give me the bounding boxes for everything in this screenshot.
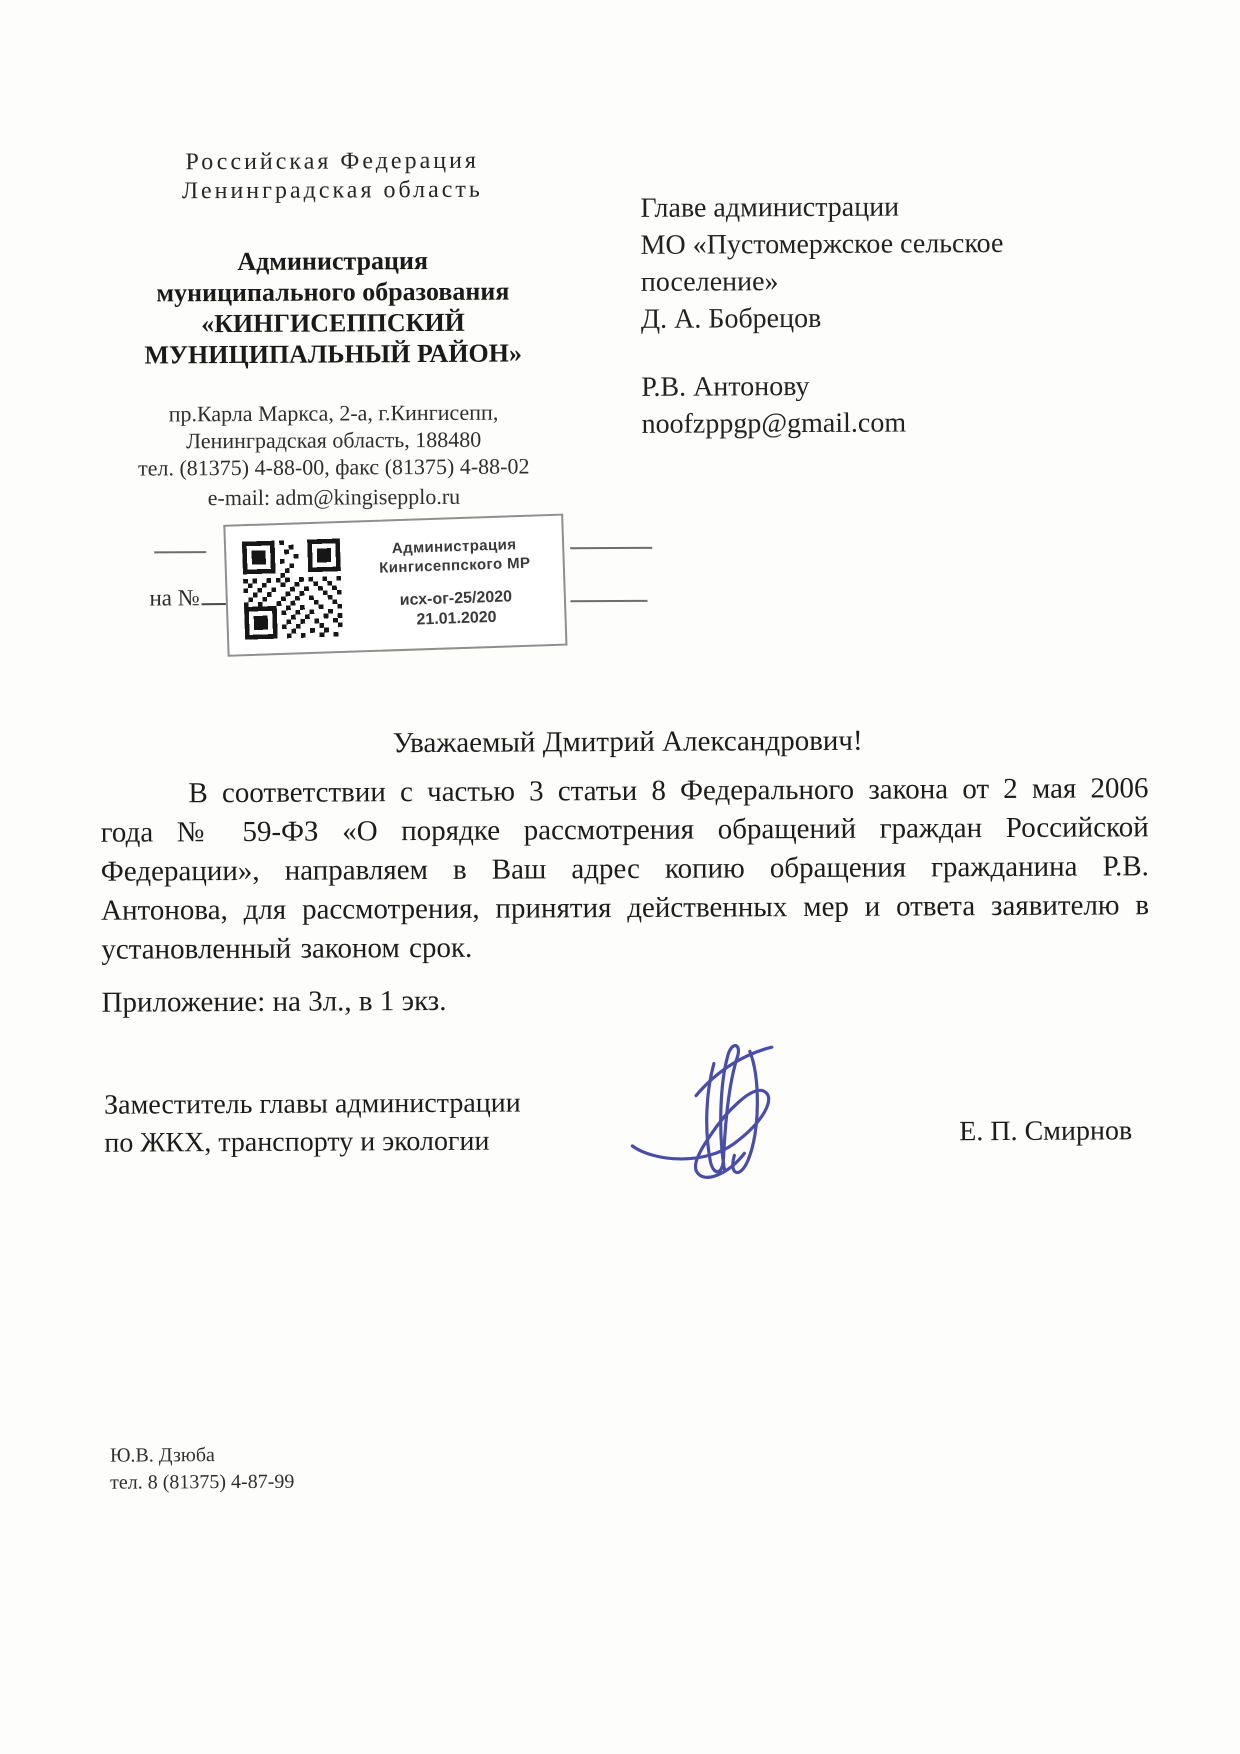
- salutation: Уважаемый Дмитрий Александрович!: [392, 724, 863, 760]
- org-name-line: «КИНГИСЕППСКИЙ: [201, 307, 465, 339]
- recipient-name: Д. А. Бобрецов: [640, 302, 822, 335]
- signer-name: Е. П. Смирнов: [959, 1115, 1133, 1148]
- signer-title: [104, 1085, 521, 1163]
- letterhead-org-name: [108, 244, 559, 370]
- org-name-line: МУНИЦИПАЛЬНЫЙ РАЙОН»: [144, 338, 523, 370]
- handwritten-signature: [624, 1031, 825, 1192]
- letterhead-region: Ленинградская область: [181, 176, 483, 205]
- reference-line-left: [154, 551, 206, 553]
- recipient-line: поселение»: [640, 266, 779, 298]
- letterhead-country: Российская Федерация: [185, 147, 479, 176]
- stamp-outgoing-number: исх-ог-25/2020: [399, 588, 513, 610]
- stamp-date: 21.01.2020: [416, 608, 497, 629]
- org-email-line: e-mail: adm@kingisepplo.ru: [207, 483, 461, 511]
- qr-code-icon: [242, 535, 343, 641]
- body-paragraph: В соответствии с частью 3 статьи 8 Федерального закона от 2 мая 2006 года № 59-ФЗ «О порядке рассмотрения обращений граждан Российской Федерации», направляем в Ваш адрес копию обращения гражданина Р.В. Антонова, для рассмотрения, принятия действенных мер и ответа заявителю в установленный законом срок.: [100, 772, 1150, 966]
- executor-block: [110, 1442, 295, 1497]
- stamp-org-line: Кингисеппского МР: [378, 554, 531, 577]
- na-no-label: на №: [149, 585, 200, 611]
- signer-title-line: по ЖКХ, транспорту и экологии: [104, 1125, 490, 1159]
- letterhead-contacts: [108, 398, 559, 511]
- reference-line-right-bottom: [570, 600, 647, 602]
- executor-name: Ю.В. Дзюба: [109, 1444, 215, 1467]
- na-no-field: [149, 585, 227, 611]
- reference-line-right-top: [570, 547, 652, 549]
- org-address-line: Ленинградская область, 188480: [185, 426, 482, 454]
- letterhead-top: [107, 146, 557, 206]
- executor-phone: тел. 8 (81375) 4-87-99: [110, 1470, 295, 1494]
- attachment-line: Приложение: на 3л., в 1 экз.: [101, 984, 447, 1019]
- recipient-line: МО «Пустомержское сельское: [640, 227, 1004, 261]
- recipient-block: [640, 188, 1081, 443]
- org-name-line: Администрация: [237, 245, 429, 276]
- org-phone-line: тел. (81375) 4-88-00, факс (81375) 4-88-02: [138, 453, 530, 481]
- org-address-line: пр.Карла Маркса, 2-а, г.Кингисепп,: [168, 399, 499, 427]
- recipient-line: Главе администрации: [640, 191, 900, 224]
- recipient-email: noofzppgp@gmail.com: [641, 407, 907, 440]
- na-no-blank-line: [202, 589, 228, 605]
- recipient-secondary-name: Р.В. Антонову: [641, 371, 810, 403]
- org-name-line: муниципального образования: [156, 276, 510, 308]
- stamp-text: [346, 534, 565, 633]
- registration-stamp: [223, 514, 567, 657]
- signer-title-line: Заместитель главы администрации: [104, 1087, 521, 1121]
- stamp-org-line: Администрация: [391, 536, 517, 558]
